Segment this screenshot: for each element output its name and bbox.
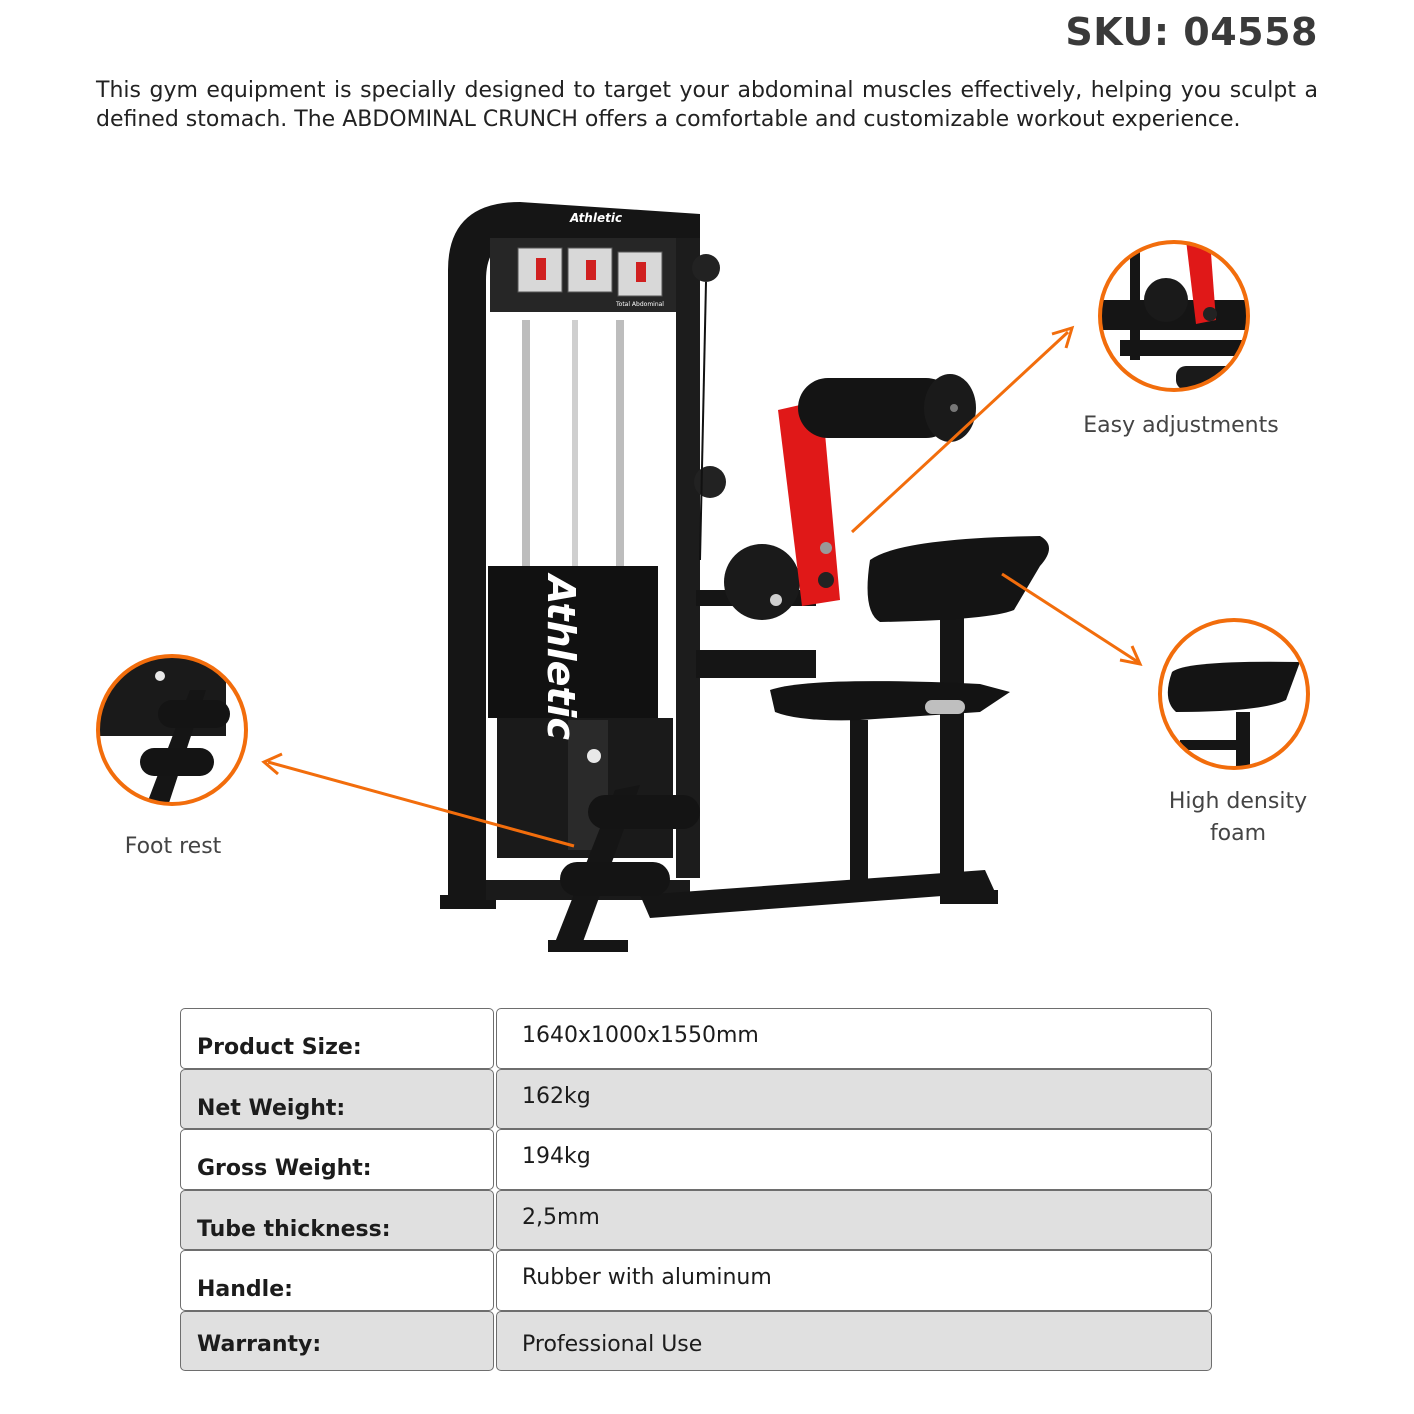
spec-label: Product Size: [180,1008,494,1069]
sku-heading: SKU: 04558 [1065,10,1318,54]
product-description: This gym equipment is specially designed to target your abdominal muscles effectively, helping you sculpt a defined stomach. The ABDOMINAL CRUNCH offers a comfortable and customizable workout experience. [96,78,1318,132]
spec-label: Gross Weight: [180,1129,494,1190]
callout-foam-line2: foam [1209,821,1267,846]
callout-high-density-foam [1150,786,1326,850]
spec-label: Warranty: [180,1311,494,1372]
machine-brand-top: Athletic [569,211,623,225]
back-pad [868,536,1049,622]
spec-value: Professional Use [496,1311,1212,1372]
spec-label: Handle: [180,1250,494,1311]
spec-row-handle [180,1250,1212,1311]
spec-label: Net Weight: [180,1069,494,1130]
placard-caption: Total Abdominal [616,301,664,308]
spec-table [180,1008,1212,1371]
seat-frame [696,590,964,892]
spec-value: 194kg [496,1129,1212,1190]
machine-base [440,870,998,918]
spec-value: 162kg [496,1069,1212,1130]
seat-pad [770,681,1010,720]
spec-label: Tube thickness: [180,1190,494,1251]
spec-value: Rubber with aluminum [496,1250,1212,1311]
chest-roller [798,374,976,442]
machine-brand-stack: Athletic [539,575,583,741]
spec-row-warranty [180,1311,1212,1372]
spec-value: 2,5mm [496,1190,1212,1251]
callout-foam-line1: High density [1168,789,1308,814]
callout-easy-adjustments: Easy adjustments [1083,413,1279,438]
spec-value: 1640x1000x1550mm [496,1008,1212,1069]
callout-foot-rest: Foot rest [124,834,222,859]
spec-row-product-size [180,1008,1212,1069]
spec-row-tube-thickness [180,1190,1212,1251]
spec-row-gross-weight [180,1129,1212,1190]
spec-row-net-weight [180,1069,1212,1130]
